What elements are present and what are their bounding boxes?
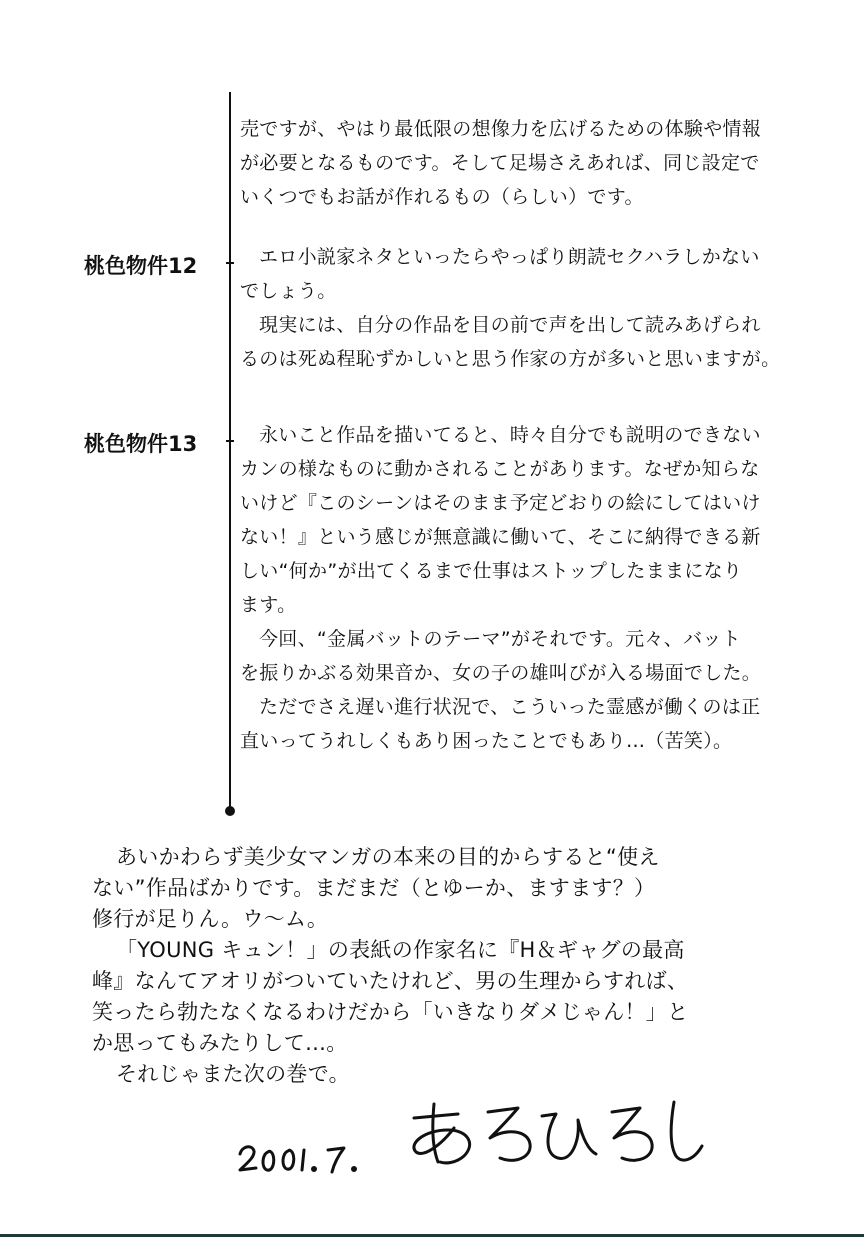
text-line: が必要となるものです。そして足場さえあれば、同じ設定で [240,152,760,174]
intro-paragraph [240,112,820,214]
timeline-line [229,92,231,810]
page-bottom-edge [0,1234,864,1237]
text-line: でしょう。 [240,280,337,302]
handwritten-signature [236,1096,706,1186]
afterword-paragraph [92,842,792,1090]
text-line: を振りかぶる効果音か、女の子の雄叫びが入る場面でした。 [240,662,762,684]
text-line: それじゃまた次の巻で。 [116,1062,350,1086]
text-line: か思ってもみたりして…。 [92,1031,348,1055]
text-line: ただでさえ遅い進行状況で、こういった霊感が働くのは正 [259,696,761,718]
timeline-tick-13 [226,440,234,442]
text-line: 永いこと作品を描いてると、時々自分でも説明のできない [259,424,761,446]
text-line: 修行が足りん。ウ～ム。 [92,907,329,931]
text-line: ない！』という感じが無意識に働いて、そこに納得できる新 [240,526,761,548]
text-line: るのは死ぬ程恥ずかしいと思う作家の方が多いと思いますが。 [240,348,781,370]
text-line: 笑ったら勃たなくなるわけだから「いきなりダメじゃん！」と [92,1000,689,1024]
text-line: エロ小説家ネタといったらやっぱり朗読セクハラしかない [259,246,760,268]
text-line: 売ですが、やはり最低限の想像力を広げるための体験や情報 [240,118,762,140]
item-13-label: 桃色物件13 [84,432,198,456]
text-line: ます。 [240,594,297,616]
timeline-tick-12 [226,262,234,264]
item-12-text [240,240,820,376]
text-line: 今回、“金属バットのテーマ”がそれです。元々、バット [259,628,741,650]
item-13-text [240,418,820,758]
text-line: あいかわらず美少女マンガの本来の目的からすると“使え [116,845,660,869]
text-line: いくつでもお話が作れるもの（らしい）です。 [240,186,644,208]
text-line: カンの様なものに動かされることがあります。なぜか知らな [240,458,760,480]
text-line: ない”作品ばかりです。まだまだ（とゆーか、ますます？） [92,876,656,900]
text-line: 峰』なんてアオリがついていたけれど、男の生理からすれば、 [92,969,689,993]
text-line: 「YOUNG キュン！」の表紙の作家名に『H＆ギャグの最高 [116,938,685,962]
text-line: 現実には、自分の作品を目の前で声を出して読みあげられ [259,314,761,336]
text-line: いけど『このシーンはそのまま予定どおりの絵にしてはいけ [240,492,761,514]
text-line: しい“何か”が出てくるまで仕事はストップしたままになり [240,560,743,582]
timeline-end-dot [225,806,235,816]
item-12-label: 桃色物件12 [84,254,198,278]
text-line: 直いってうれしくもあり困ったことでもあり…（苦笑）。 [240,730,733,752]
